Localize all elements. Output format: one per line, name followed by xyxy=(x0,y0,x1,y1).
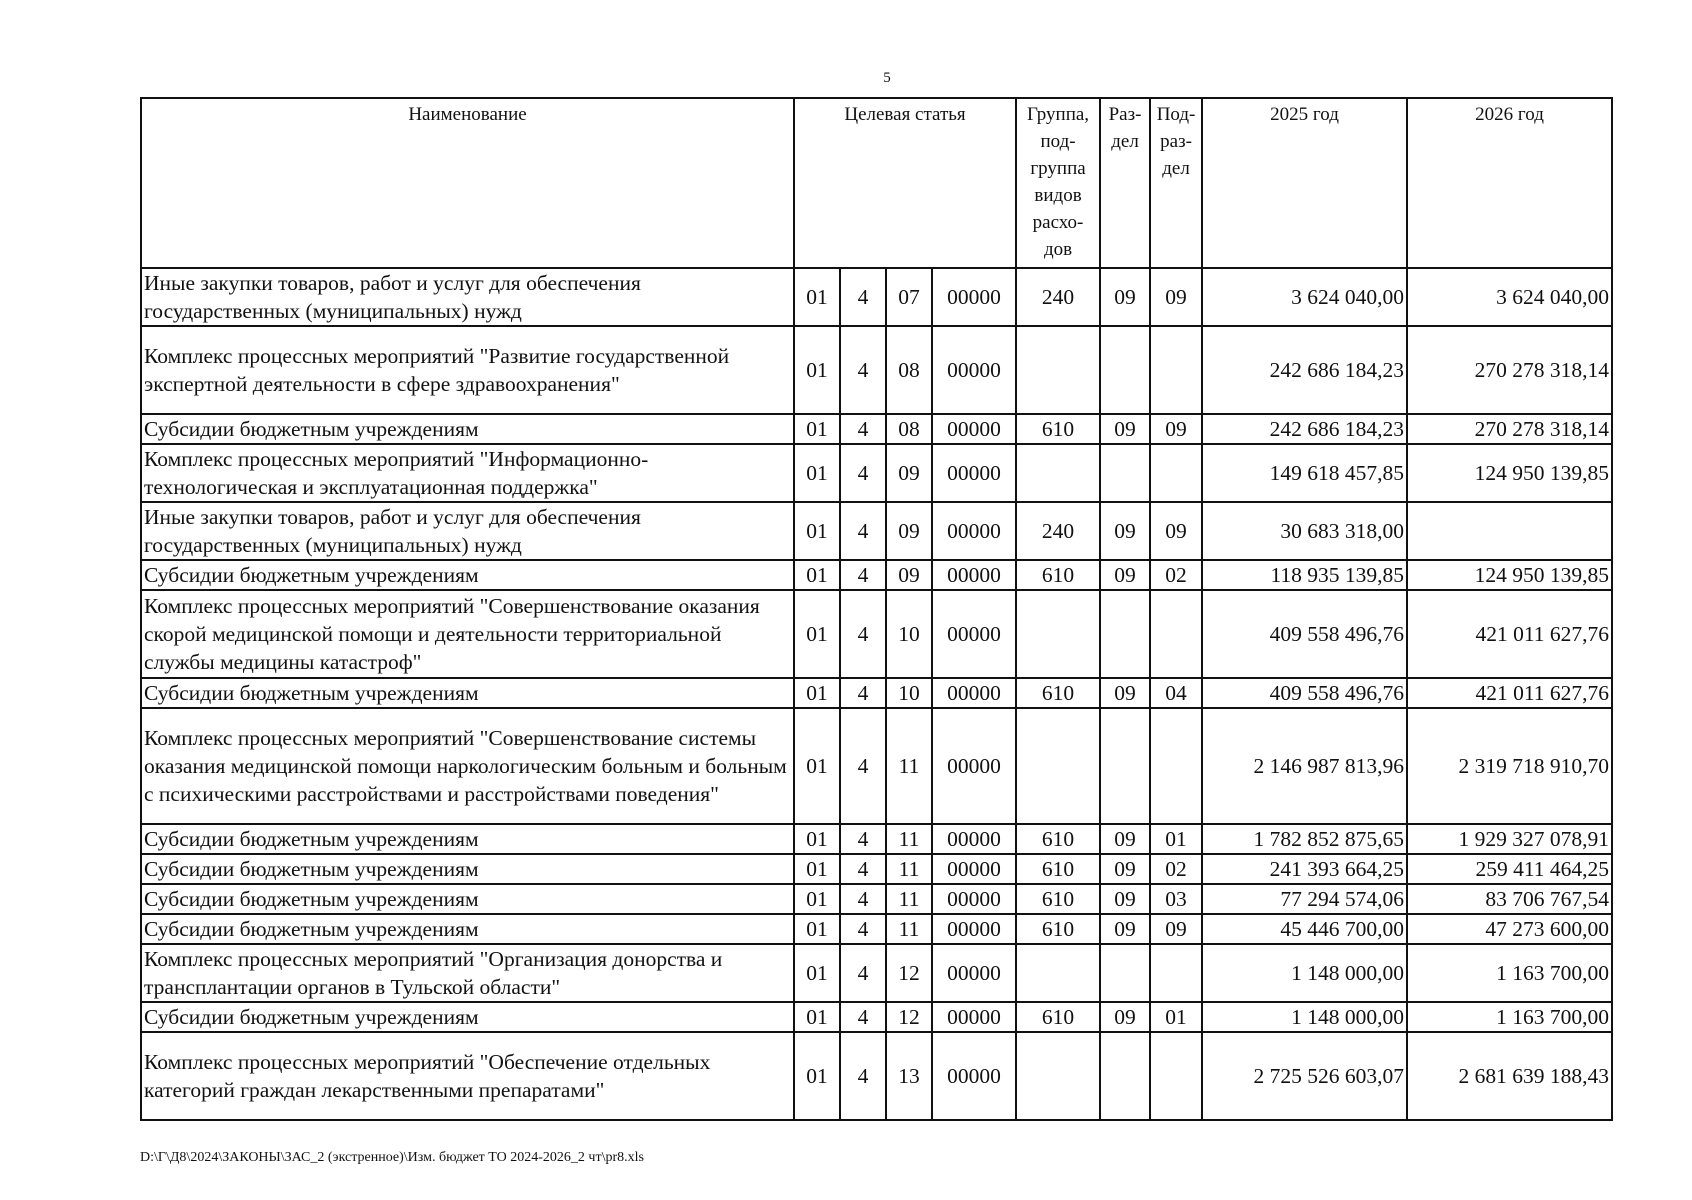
subsection-code: 09 xyxy=(1150,502,1202,560)
target-part-3: 10 xyxy=(886,590,932,678)
section-code xyxy=(1100,444,1150,502)
target-part-4: 00000 xyxy=(932,854,1016,884)
row-name: Иные закупки товаров, работ и услуг для обеспечения государственных (муниципальных) нужд xyxy=(141,268,794,326)
table-row xyxy=(141,884,1612,914)
amount-2025: 2 146 987 813,96 xyxy=(1202,708,1407,824)
amount-2026: 1 163 700,00 xyxy=(1407,1002,1612,1032)
section-code: 09 xyxy=(1100,268,1150,326)
subsection-code: 09 xyxy=(1150,414,1202,444)
target-part-1: 01 xyxy=(794,560,840,590)
header-name: Наименование xyxy=(141,98,794,268)
section-code: 09 xyxy=(1100,914,1150,944)
table-row xyxy=(141,944,1612,1002)
target-part-3: 08 xyxy=(886,326,932,414)
amount-2025: 2 725 526 603,07 xyxy=(1202,1032,1407,1120)
subsection-code xyxy=(1150,944,1202,1002)
subsection-code xyxy=(1150,708,1202,824)
target-part-2: 4 xyxy=(840,268,886,326)
row-name: Комплекс процессных мероприятий "Обеспечение отдельных категорий граждан лекарственными препаратами" xyxy=(141,1032,794,1120)
table-row xyxy=(141,708,1612,824)
expense-group: 610 xyxy=(1016,560,1100,590)
expense-group xyxy=(1016,708,1100,824)
target-part-3: 11 xyxy=(886,854,932,884)
table-row xyxy=(141,678,1612,708)
table-header-row xyxy=(141,98,1612,268)
target-part-2: 4 xyxy=(840,502,886,560)
subsection-code: 09 xyxy=(1150,914,1202,944)
header-subsection: Под- раз- дел xyxy=(1150,98,1202,268)
target-part-3: 11 xyxy=(886,884,932,914)
page-number: 5 xyxy=(883,70,891,86)
target-part-2: 4 xyxy=(840,944,886,1002)
target-part-3: 12 xyxy=(886,944,932,1002)
amount-2026: 47 273 600,00 xyxy=(1407,914,1612,944)
target-part-2: 4 xyxy=(840,854,886,884)
row-name: Иные закупки товаров, работ и услуг для обеспечения государственных (муниципальных) нужд xyxy=(141,502,794,560)
target-part-1: 01 xyxy=(794,326,840,414)
expense-group xyxy=(1016,326,1100,414)
target-part-1: 01 xyxy=(794,708,840,824)
target-part-2: 4 xyxy=(840,414,886,444)
amount-2025: 1 148 000,00 xyxy=(1202,1002,1407,1032)
target-part-2: 4 xyxy=(840,678,886,708)
subsection-code xyxy=(1150,326,1202,414)
header-section: Раз- дел xyxy=(1100,98,1150,268)
amount-2025: 1 148 000,00 xyxy=(1202,944,1407,1002)
target-part-4: 00000 xyxy=(932,268,1016,326)
amount-2025: 45 446 700,00 xyxy=(1202,914,1407,944)
amount-2026: 1 929 327 078,91 xyxy=(1407,824,1612,854)
expense-group: 240 xyxy=(1016,268,1100,326)
target-part-3: 07 xyxy=(886,268,932,326)
expense-group: 610 xyxy=(1016,884,1100,914)
target-part-3: 11 xyxy=(886,824,932,854)
target-part-1: 01 xyxy=(794,1032,840,1120)
target-part-3: 12 xyxy=(886,1002,932,1032)
amount-2025: 149 618 457,85 xyxy=(1202,444,1407,502)
section-code: 09 xyxy=(1100,678,1150,708)
amount-2026 xyxy=(1407,502,1612,560)
target-part-1: 01 xyxy=(794,590,840,678)
target-part-4: 00000 xyxy=(932,560,1016,590)
target-part-4: 00000 xyxy=(932,414,1016,444)
amount-2026: 124 950 139,85 xyxy=(1407,444,1612,502)
target-part-1: 01 xyxy=(794,944,840,1002)
subsection-code: 02 xyxy=(1150,560,1202,590)
row-name: Комплекс процессных мероприятий "Информационно-технологическая и эксплуатационная поддержка" xyxy=(141,444,794,502)
section-code: 09 xyxy=(1100,854,1150,884)
amount-2025: 3 624 040,00 xyxy=(1202,268,1407,326)
row-name: Субсидии бюджетным учреждениям xyxy=(141,678,794,708)
table-row xyxy=(141,444,1612,502)
table-row xyxy=(141,414,1612,444)
header-2025: 2025 год xyxy=(1202,98,1407,268)
section-code xyxy=(1100,708,1150,824)
amount-2026: 259 411 464,25 xyxy=(1407,854,1612,884)
section-code: 09 xyxy=(1100,1002,1150,1032)
row-name: Комплекс процессных мероприятий "Совершенствование оказания скорой медицинской помощи и деятельности территориальной службы медицины катастроф" xyxy=(141,590,794,678)
subsection-code: 09 xyxy=(1150,268,1202,326)
target-part-1: 01 xyxy=(794,414,840,444)
target-part-4: 00000 xyxy=(932,824,1016,854)
amount-2025: 30 683 318,00 xyxy=(1202,502,1407,560)
row-name: Субсидии бюджетным учреждениям xyxy=(141,884,794,914)
amount-2026: 421 011 627,76 xyxy=(1407,590,1612,678)
target-part-1: 01 xyxy=(794,444,840,502)
amount-2026: 2 681 639 188,43 xyxy=(1407,1032,1612,1120)
amount-2026: 270 278 318,14 xyxy=(1407,326,1612,414)
target-part-2: 4 xyxy=(840,884,886,914)
amount-2025: 409 558 496,76 xyxy=(1202,590,1407,678)
target-part-4: 00000 xyxy=(932,1002,1016,1032)
target-part-3: 10 xyxy=(886,678,932,708)
section-code: 09 xyxy=(1100,884,1150,914)
amount-2026: 3 624 040,00 xyxy=(1407,268,1612,326)
target-part-1: 01 xyxy=(794,884,840,914)
target-part-3: 09 xyxy=(886,502,932,560)
section-code: 09 xyxy=(1100,502,1150,560)
table-row xyxy=(141,824,1612,854)
expense-group xyxy=(1016,944,1100,1002)
target-part-2: 4 xyxy=(840,708,886,824)
target-part-4: 00000 xyxy=(932,884,1016,914)
target-part-3: 13 xyxy=(886,1032,932,1120)
target-part-1: 01 xyxy=(794,1002,840,1032)
table-row xyxy=(141,268,1612,326)
target-part-2: 4 xyxy=(840,1002,886,1032)
section-code: 09 xyxy=(1100,414,1150,444)
table-row xyxy=(141,560,1612,590)
subsection-code: 02 xyxy=(1150,854,1202,884)
amount-2026: 2 319 718 910,70 xyxy=(1407,708,1612,824)
row-name: Субсидии бюджетным учреждениям xyxy=(141,1002,794,1032)
row-name: Субсидии бюджетным учреждениям xyxy=(141,414,794,444)
table-row xyxy=(141,326,1612,414)
target-part-3: 09 xyxy=(886,560,932,590)
header-2026: 2026 год xyxy=(1407,98,1612,268)
amount-2025: 242 686 184,23 xyxy=(1202,326,1407,414)
target-part-2: 4 xyxy=(840,1032,886,1120)
target-part-4: 00000 xyxy=(932,590,1016,678)
expense-group: 610 xyxy=(1016,914,1100,944)
amount-2025: 77 294 574,06 xyxy=(1202,884,1407,914)
target-part-1: 01 xyxy=(794,914,840,944)
expense-group xyxy=(1016,590,1100,678)
row-name: Субсидии бюджетным учреждениям xyxy=(141,560,794,590)
budget-table xyxy=(140,97,1613,1121)
subsection-code: 03 xyxy=(1150,884,1202,914)
target-part-4: 00000 xyxy=(932,326,1016,414)
row-name: Комплекс процессных мероприятий "Организация донорства и трансплантации органов в Тульской области" xyxy=(141,944,794,1002)
expense-group: 240 xyxy=(1016,502,1100,560)
amount-2025: 409 558 496,76 xyxy=(1202,678,1407,708)
table-row xyxy=(141,914,1612,944)
section-code xyxy=(1100,326,1150,414)
amount-2025: 118 935 139,85 xyxy=(1202,560,1407,590)
subsection-code: 04 xyxy=(1150,678,1202,708)
target-part-2: 4 xyxy=(840,444,886,502)
amount-2026: 83 706 767,54 xyxy=(1407,884,1612,914)
amount-2025: 1 782 852 875,65 xyxy=(1202,824,1407,854)
table-row xyxy=(141,1002,1612,1032)
footer-file-path: D:\Г\Д8\2024\ЗАКОНЫ\ЗАС_2 (экстренное)\Изм. бюджет ТО 2024-2026_2 чт\pr8.xls xyxy=(140,1150,644,1165)
table-row xyxy=(141,590,1612,678)
header-target: Целевая статья xyxy=(794,98,1016,268)
row-name: Комплекс процессных мероприятий "Развитие государственной экспертной деятельности в сфере здравоохранения" xyxy=(141,326,794,414)
subsection-code xyxy=(1150,590,1202,678)
row-name: Субсидии бюджетным учреждениям xyxy=(141,824,794,854)
target-part-1: 01 xyxy=(794,854,840,884)
expense-group xyxy=(1016,444,1100,502)
target-part-2: 4 xyxy=(840,560,886,590)
table-row xyxy=(141,1032,1612,1120)
expense-group: 610 xyxy=(1016,414,1100,444)
table-row xyxy=(141,854,1612,884)
expense-group: 610 xyxy=(1016,1002,1100,1032)
expense-group: 610 xyxy=(1016,678,1100,708)
section-code xyxy=(1100,944,1150,1002)
target-part-1: 01 xyxy=(794,678,840,708)
target-part-1: 01 xyxy=(794,268,840,326)
table-row xyxy=(141,502,1612,560)
subsection-code xyxy=(1150,1032,1202,1120)
target-part-4: 00000 xyxy=(932,444,1016,502)
expense-group xyxy=(1016,1032,1100,1120)
section-code: 09 xyxy=(1100,824,1150,854)
target-part-4: 00000 xyxy=(932,678,1016,708)
subsection-code: 01 xyxy=(1150,1002,1202,1032)
amount-2025: 242 686 184,23 xyxy=(1202,414,1407,444)
amount-2025: 241 393 664,25 xyxy=(1202,854,1407,884)
target-part-1: 01 xyxy=(794,502,840,560)
section-code xyxy=(1100,590,1150,678)
amount-2026: 270 278 318,14 xyxy=(1407,414,1612,444)
section-code: 09 xyxy=(1100,560,1150,590)
target-part-2: 4 xyxy=(840,326,886,414)
section-code xyxy=(1100,1032,1150,1120)
row-name: Комплекс процессных мероприятий "Совершенствование системы оказания медицинской помощи наркологическим больным и больным с психическими расстройствами и расстройствами поведения" xyxy=(141,708,794,824)
subsection-code: 01 xyxy=(1150,824,1202,854)
target-part-3: 11 xyxy=(886,914,932,944)
target-part-1: 01 xyxy=(794,824,840,854)
expense-group: 610 xyxy=(1016,824,1100,854)
target-part-2: 4 xyxy=(840,824,886,854)
target-part-4: 00000 xyxy=(932,1032,1016,1120)
target-part-3: 09 xyxy=(886,444,932,502)
amount-2026: 421 011 627,76 xyxy=(1407,678,1612,708)
target-part-4: 00000 xyxy=(932,502,1016,560)
target-part-4: 00000 xyxy=(932,708,1016,824)
target-part-4: 00000 xyxy=(932,944,1016,1002)
amount-2026: 124 950 139,85 xyxy=(1407,560,1612,590)
target-part-2: 4 xyxy=(840,914,886,944)
target-part-2: 4 xyxy=(840,590,886,678)
header-group: Группа, под- группа видов расхо- дов xyxy=(1016,98,1100,268)
expense-group: 610 xyxy=(1016,854,1100,884)
row-name: Субсидии бюджетным учреждениям xyxy=(141,854,794,884)
subsection-code xyxy=(1150,444,1202,502)
target-part-4: 00000 xyxy=(932,914,1016,944)
target-part-3: 11 xyxy=(886,708,932,824)
target-part-3: 08 xyxy=(886,414,932,444)
row-name: Субсидии бюджетным учреждениям xyxy=(141,914,794,944)
amount-2026: 1 163 700,00 xyxy=(1407,944,1612,1002)
